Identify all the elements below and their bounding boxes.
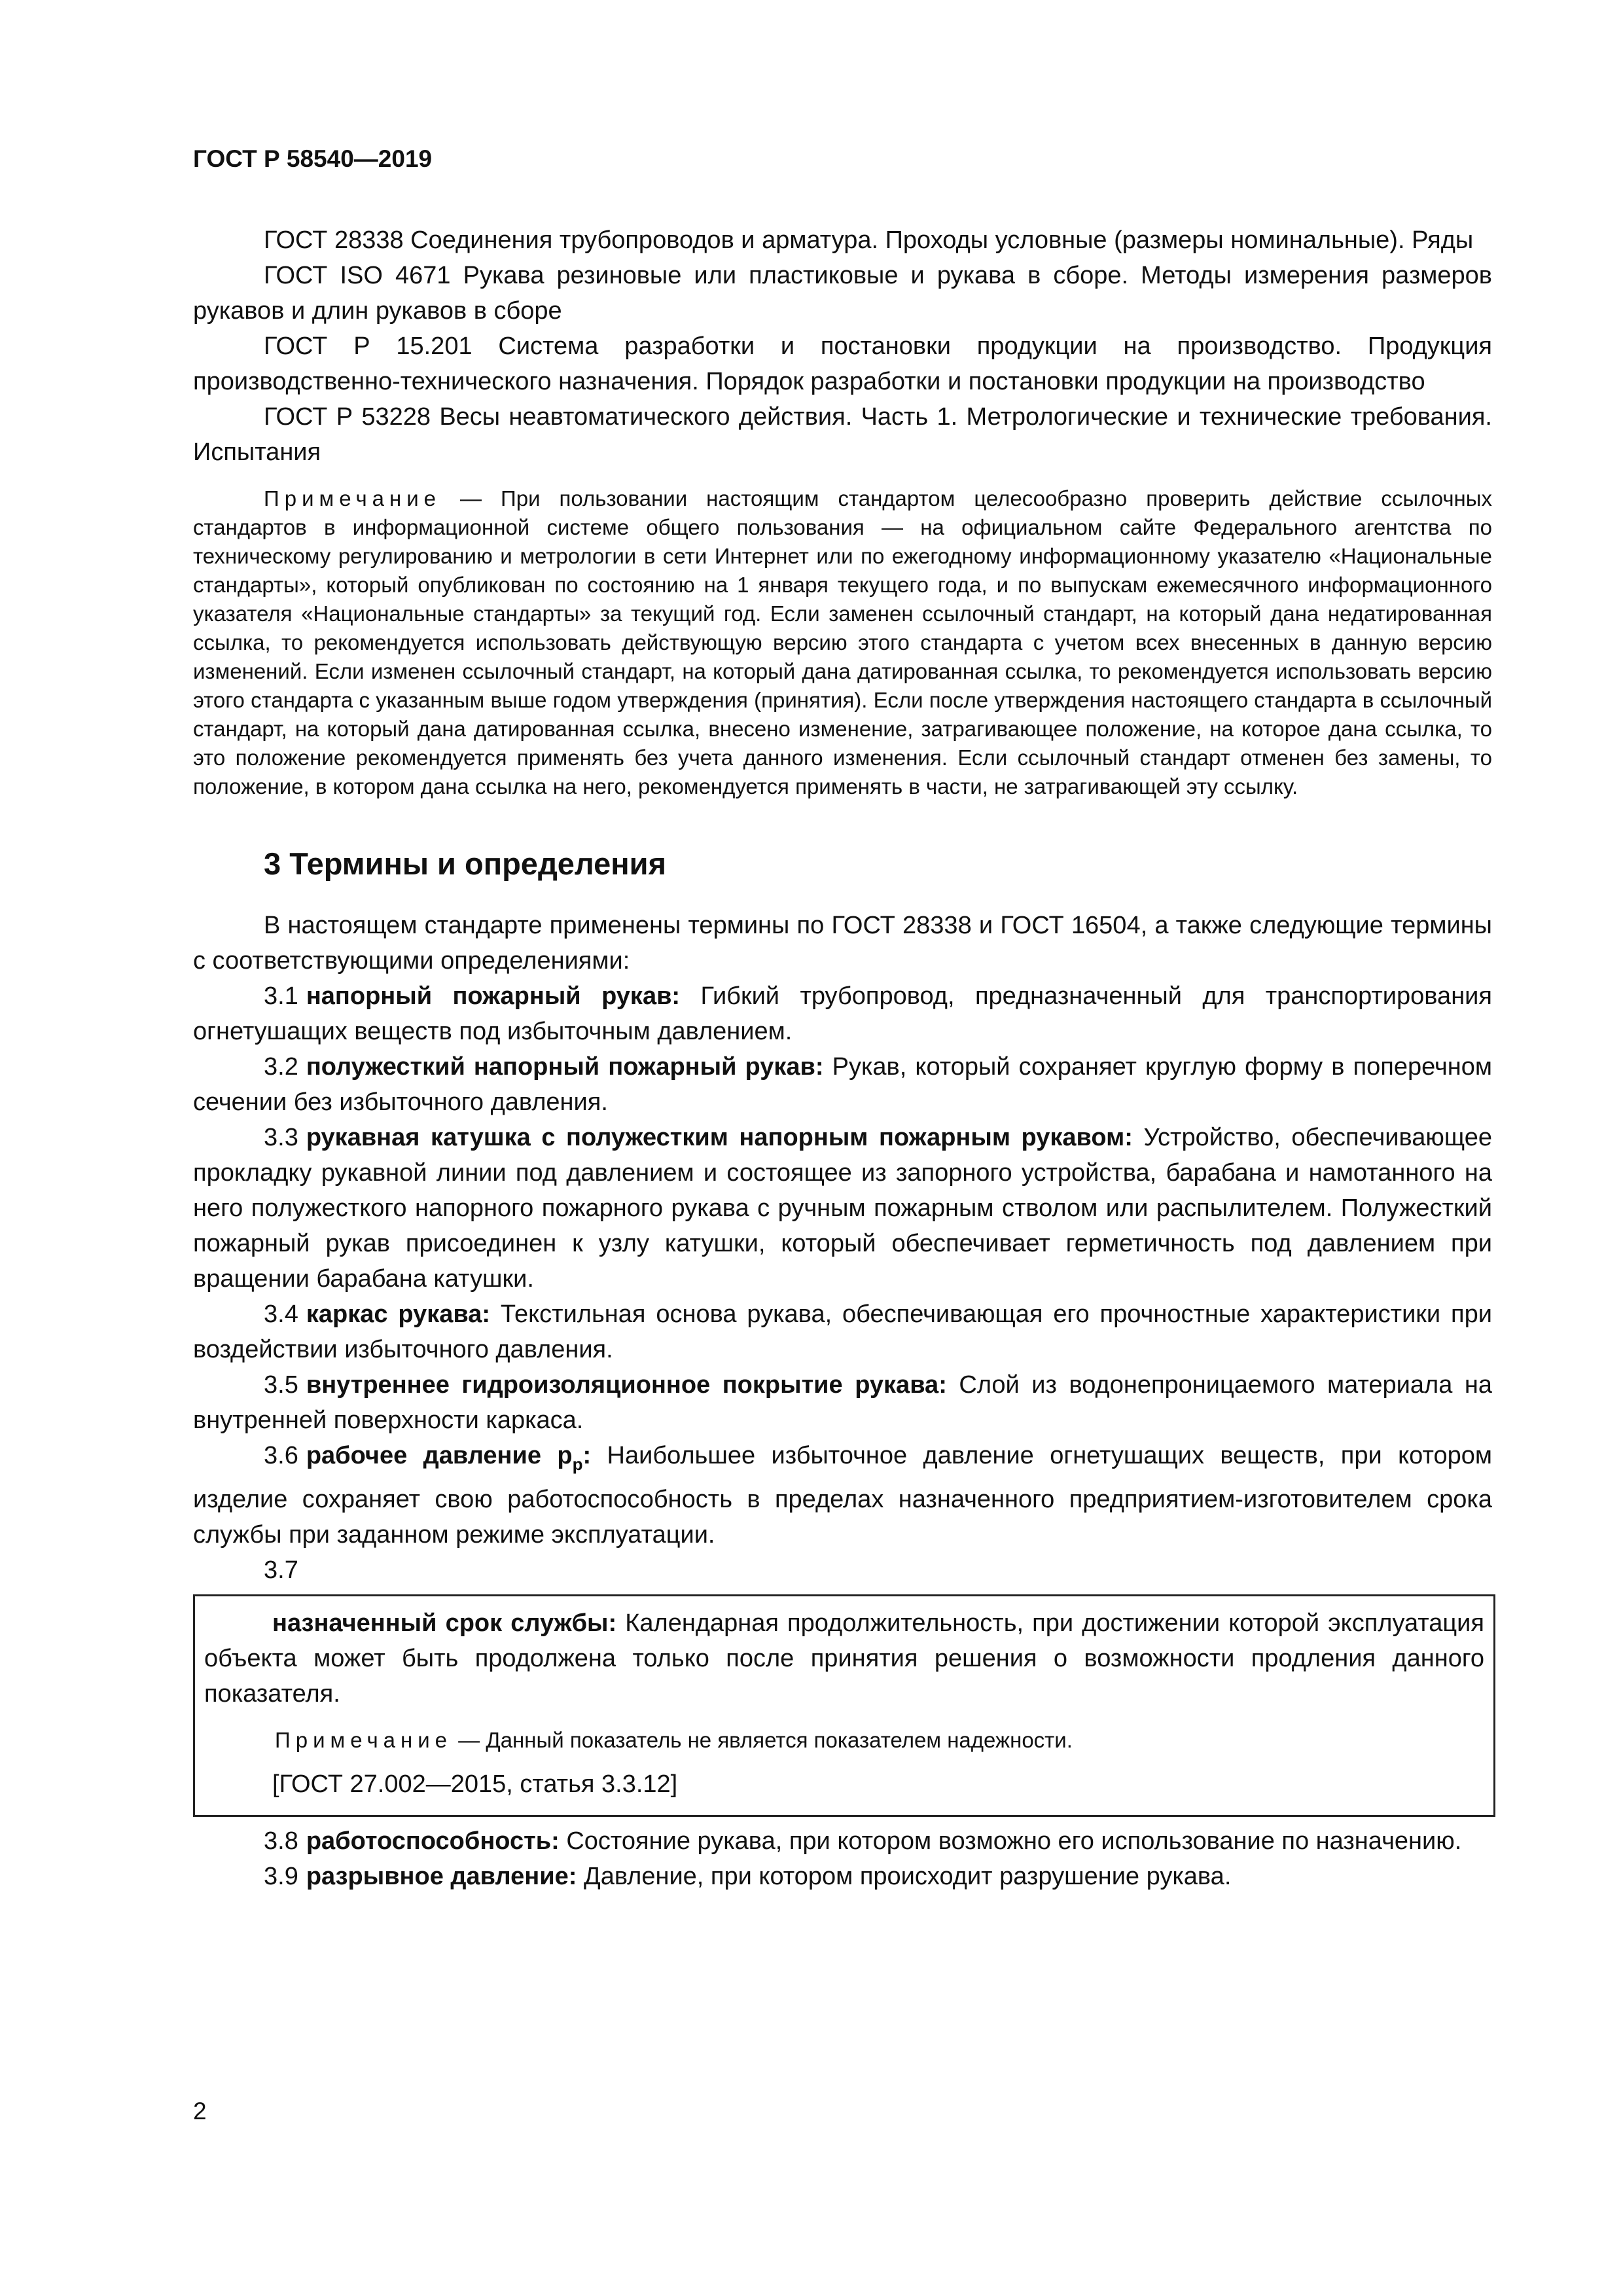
reference-gost-r-53228: ГОСТ Р 53228 Весы неавтоматического действия. Часть 1. Метрологические и технические требования. Испытания (193, 403, 1492, 466)
term-3-4 (193, 1297, 1492, 1367)
term-definition: Давление, при котором происходит разрушение рукава. (577, 1863, 1232, 1890)
note-label: Примечание (275, 1728, 453, 1752)
term-definition: Текстильная основа рукава, обеспечивающая его прочностные характеристики при воздействии избыточного давления. (193, 1300, 1492, 1363)
references-note (193, 484, 1492, 801)
term-name: работоспособность: (306, 1827, 560, 1855)
page-number: 2 (193, 2098, 207, 2125)
term-3-2 (193, 1049, 1492, 1120)
term-number: 3.5 (264, 1371, 298, 1399)
term-3-7-note (204, 1726, 1484, 1755)
term-subscript: р (572, 1454, 583, 1474)
term-definition: Гибкий трубопровод, предназначенный для транспортирования огнетушащих веществ под избыточным давлением. (193, 982, 1492, 1045)
term-3-7-box (193, 1594, 1495, 1817)
term-3-9 (193, 1859, 1492, 1894)
term-name: рукавная катушка с полужестким напорным пожарным рукавом: (306, 1124, 1133, 1151)
term-number: 3.8 (264, 1827, 298, 1855)
term-3-7-citation: [ГОСТ 27.002—2015, статья 3.3.12] (272, 1770, 678, 1798)
term-colon: : (582, 1442, 592, 1469)
section-title: 3 Термины и определения (264, 846, 666, 881)
term-number: 3.4 (264, 1300, 298, 1328)
term-name: полужесткий напорный пожарный рукав: (306, 1053, 824, 1081)
term-definition: Слой из водонепроницаемого материала на внутренней поверхности каркаса. (193, 1371, 1492, 1434)
page-content (193, 223, 1492, 1894)
term-3-1 (193, 978, 1492, 1049)
note-label: Примечание (264, 486, 442, 511)
term-number: 3.3 (264, 1124, 298, 1151)
term-number: 3.9 (264, 1863, 298, 1890)
term-name: внутреннее гидроизоляционное покрытие рукава: (306, 1371, 947, 1399)
term-definition: Рукав, который сохраняет круглую форму в поперечном сечении без избыточного давления. (193, 1053, 1492, 1116)
term-number: 3.2 (264, 1053, 298, 1081)
term-number: 3.6 (264, 1442, 298, 1469)
term-3-7 (204, 1605, 1484, 1712)
reference-gost-iso-4671: ГОСТ ISO 4671 Рукава резиновые или пластиковые и рукава в сборе. Методы измерения размеров рукавов и длин рукавов в сборе (193, 262, 1492, 325)
term-definition: Состояние рукава, при котором возможно его использование по назначению. (559, 1827, 1462, 1855)
term-name: рабочее давление p (306, 1442, 573, 1469)
reference-gost-28338: ГОСТ 28338 Соединения трубопроводов и арматура. Проходы условные (размеры номинальные). Ряды (264, 226, 1474, 254)
section-intro: В настоящем стандарте применены термины по ГОСТ 28338 и ГОСТ 16504, а также следующие термины с соответствующими определениями: (193, 912, 1492, 975)
term-3-7-number: 3.7 (264, 1556, 298, 1584)
term-number: 3.1 (264, 982, 298, 1010)
term-3-6 (193, 1438, 1492, 1552)
term-definition: Наибольшее избыточное давление огнетушащих веществ, при котором изделие сохраняет свою работоспособность в пределах назначенного предприятием-изготовителем срока службы при заданном режиме эксплуатации. (193, 1442, 1492, 1549)
term-name: разрывное давление: (306, 1863, 577, 1890)
term-name: каркас рукава: (306, 1300, 491, 1328)
term-definition: Устройство, обеспечивающее прокладку рукавной линии под давлением и состоящее из запорного устройства, барабана и намотанного на него полужесткого напорного пожарного рукава с ручным пожарным стволом или распылителем. Полужесткий пожарный рукав присоединен к узлу катушки, который обеспечивает герметичность под давлением при вращении барабана катушки. (193, 1124, 1492, 1293)
term-3-5 (193, 1367, 1492, 1438)
term-definition: Календарная продолжительность, при достижении которой эксплуатация объекта может быть продолжена только после принятия решения о возможности продления данного показателя. (204, 1609, 1484, 1708)
note-text: — При пользовании настоящим стандартом целесообразно проверить действие ссылочных стандартов в информационной системе общего пользования — на официальном сайте Федерального агентства по техническому регулированию и метрологии в сети Интернет или по ежегодному информационному указателю «Национальные стандарты», который опубликован по состоянию на 1 января текущего года, и по выпускам ежемесячного информационного указателя «Национальные стандарты» за текущий год. Если заменен ссылочный стандарт, на который дана недатированная ссылка, то рекомендуется использовать действующую версию этого стандарта с учетом всех внесенных в данную версию изменений. Если изменен ссылочный стандарт, на который дана датированная ссылка, то рекомендуется использовать версию этого стандарта с указанным выше годом утверждения (принятия). Если после утверждения настоящего стандарта в ссылочный стандарт, на который дана датированная ссылка, внесено изменение, затрагивающее положение, на которое дана ссылка, то это положение рекомендуется применять без учета данного изменения. Если ссылочный стандарт отменен без замены, то положение, в котором дана ссылка на него, рекомендуется применять в части, не затрагивающей эту ссылку. (193, 486, 1492, 798)
term-3-8 (193, 1823, 1492, 1859)
document-header: ГОСТ Р 58540—2019 (193, 145, 433, 172)
term-3-3 (193, 1120, 1492, 1297)
term-name: назначенный срок службы: (272, 1609, 617, 1637)
reference-gost-r-15-201: ГОСТ Р 15.201 Система разработки и постановки продукции на производство. Продукция производственно-технического назначения. Порядок разработки и постановки продукции на производство (193, 332, 1492, 395)
note-text: — Данный показатель не является показателем надежности. (452, 1728, 1073, 1752)
term-name: напорный пожарный рукав: (306, 982, 681, 1010)
